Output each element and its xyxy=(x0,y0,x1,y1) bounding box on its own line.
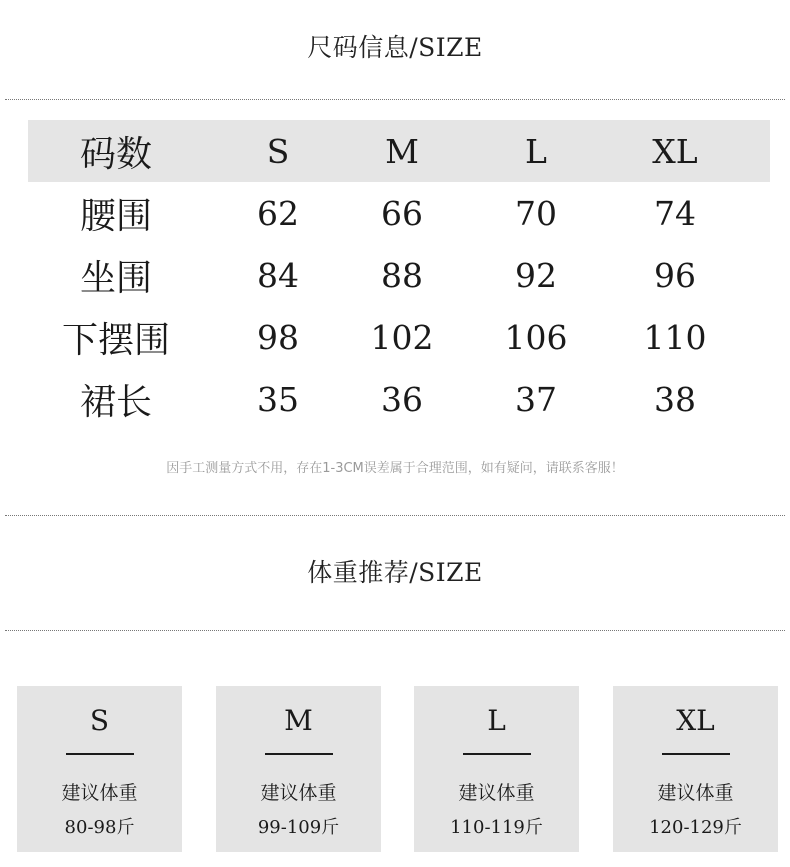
table-row-waist xyxy=(28,182,770,244)
card-label: 建议体重 xyxy=(657,782,734,804)
table-cell: 92 xyxy=(515,255,557,295)
dotted-divider-middle xyxy=(5,515,785,516)
row-label: 腰围 xyxy=(79,195,152,237)
table-cell: 98 xyxy=(257,317,299,357)
weight-card-l xyxy=(414,686,579,852)
dotted-divider-lower xyxy=(5,630,785,631)
size-section-title: 尺码信息/SIZE xyxy=(307,33,483,62)
table-cell: 110 xyxy=(643,317,707,357)
row-label: 裙长 xyxy=(79,381,152,423)
table-cell: 38 xyxy=(654,379,696,419)
weight-section-title: 体重推荐/SIZE xyxy=(307,558,483,587)
table-row-length xyxy=(28,368,770,430)
row-label: 坐围 xyxy=(79,257,152,299)
table-cell: 96 xyxy=(654,255,696,295)
card-label: 建议体重 xyxy=(458,782,535,804)
table-row-hip xyxy=(28,244,770,306)
table-cell: 37 xyxy=(515,379,557,419)
card-size: M xyxy=(284,704,313,737)
table-row-hem xyxy=(28,306,770,368)
card-label: 建议体重 xyxy=(61,782,138,804)
header-size-m: M xyxy=(385,131,419,171)
card-weight-range: 110-119斤 xyxy=(450,817,543,838)
table-cell: 74 xyxy=(654,193,696,233)
table-cell: 35 xyxy=(257,379,299,419)
card-size: S xyxy=(89,704,110,737)
weight-cards xyxy=(0,686,790,852)
table-cell: 84 xyxy=(257,255,299,295)
card-divider xyxy=(662,753,730,755)
table-cell: 88 xyxy=(381,255,423,295)
table-cell: 66 xyxy=(381,193,423,233)
card-divider xyxy=(463,753,531,755)
weight-card-xl xyxy=(613,686,778,852)
table-cell: 70 xyxy=(515,193,557,233)
table-cell: 62 xyxy=(257,193,299,233)
card-size: XL xyxy=(676,704,715,737)
dotted-divider-top xyxy=(5,99,785,100)
card-divider xyxy=(66,753,134,755)
header-size-s: S xyxy=(266,131,290,171)
card-weight-range: 99-109斤 xyxy=(257,817,340,838)
weight-card-s xyxy=(17,686,182,852)
table-cell: 36 xyxy=(381,379,423,419)
weight-card-m xyxy=(216,686,381,852)
size-table-header xyxy=(28,120,770,182)
card-divider xyxy=(265,753,333,755)
header-label: 码数 xyxy=(79,133,152,175)
table-cell: 102 xyxy=(370,317,434,357)
size-table xyxy=(28,120,770,430)
measurement-note: 因手工测量方式不用，存在1-3CM误差属于合理范围，如有疑问，请联系客服！ xyxy=(166,461,624,476)
card-weight-range: 120-129斤 xyxy=(649,817,742,838)
table-cell: 106 xyxy=(504,317,568,357)
card-weight-range: 80-98斤 xyxy=(64,817,135,838)
header-size-l: L xyxy=(525,131,547,171)
card-label: 建议体重 xyxy=(260,782,337,804)
row-label: 下摆围 xyxy=(61,319,170,361)
header-size-xl: XL xyxy=(652,131,698,171)
card-size: L xyxy=(487,704,506,737)
